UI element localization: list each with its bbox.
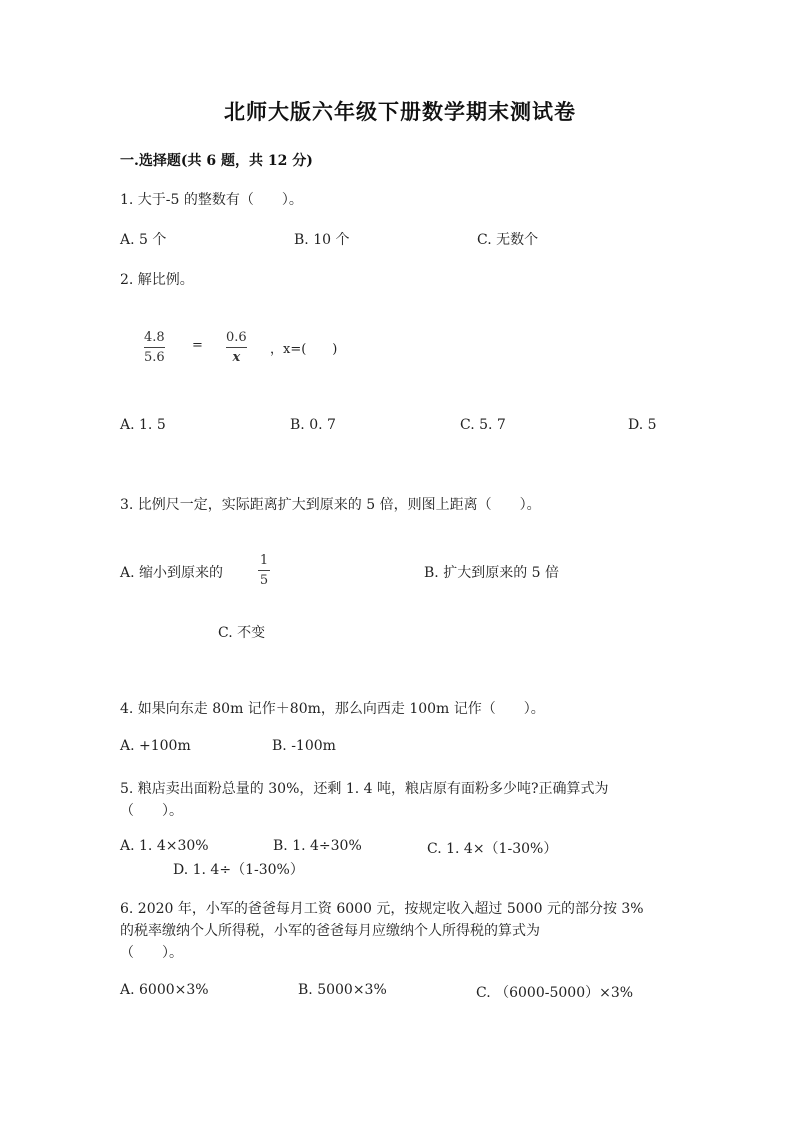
question-5-option-c: C. 1. 4×（1-30%） xyxy=(427,841,558,857)
question-6-option-c: C. （6000-5000）×3% xyxy=(476,985,634,1001)
question-6-option-b: B. 5000×3% xyxy=(298,982,387,998)
page-title: 北师大版六年级下册数学期末测试卷 xyxy=(224,99,576,124)
equals-sign: = xyxy=(192,338,203,353)
question-1-option-a: A. 5 个 xyxy=(120,232,167,248)
fraction-numerator: 4.8 xyxy=(144,330,165,345)
question-1-option-c: C. 无数个 xyxy=(477,232,539,248)
fraction-denominator: 5 xyxy=(259,573,269,588)
question-2-option-d: D. 5 xyxy=(628,417,657,433)
question-2-option-a: A. 1. 5 xyxy=(120,417,166,433)
fraction-4-8-over-5-6 xyxy=(144,330,165,365)
question-3-option-b: B. 扩大到原来的 5 倍 xyxy=(424,565,559,581)
fraction-denominator: x xyxy=(232,350,241,365)
question-5-stem-line-1: 5. 粮店卖出面粉总量的 30%，还剩 1. 4 吨，粮店原有面粉多少吨?正确算式为 xyxy=(120,781,609,797)
fraction-bar xyxy=(226,347,247,348)
question-2-option-b: B. 0. 7 xyxy=(290,417,336,433)
question-4-option-a: A. +100m xyxy=(120,738,191,754)
question-5-option-b: B. 1. 4÷30% xyxy=(273,838,362,854)
question-1-stem: 1. 大于-5 的整数有（ ）。 xyxy=(120,192,303,208)
question-2-option-c: C. 5. 7 xyxy=(460,417,506,433)
fraction-0-6-over-x xyxy=(226,330,247,365)
question-4-stem: 4. 如果向东走 80m 记作＋80m，那么向西走 100m 记作（ ）。 xyxy=(120,701,545,717)
proportion-blank: ，x=( ) xyxy=(270,342,338,357)
question-2-stem: 2. 解比例。 xyxy=(120,272,194,288)
question-3-option-c: C. 不变 xyxy=(218,625,266,641)
fraction-numerator: 1 xyxy=(259,553,269,568)
fraction-denominator: 5.6 xyxy=(144,350,165,365)
question-6-stem-line-3: （ ）。 xyxy=(120,945,183,961)
question-6-stem-line-1: 6. 2020 年，小军的爸爸每月工资 6000 元，按规定收入超过 5000 元的部分按 3% xyxy=(120,901,644,917)
question-5-option-a: A. 1. 4×30% xyxy=(120,838,209,854)
section-heading: 一.选择题(共 6 题，共 12 分) xyxy=(120,153,313,169)
question-3-stem: 3. 比例尺一定，实际距离扩大到原来的 5 倍，则图上距离（ ）。 xyxy=(120,497,541,513)
question-4-option-b: B. -100m xyxy=(272,738,336,754)
fraction-bar xyxy=(258,570,270,571)
fraction-one-fifth xyxy=(258,553,270,588)
question-6-option-a: A. 6000×3% xyxy=(120,982,209,998)
question-1-option-b: B. 10 个 xyxy=(294,232,350,248)
question-5-stem-line-2: （ ）。 xyxy=(120,803,183,819)
fraction-numerator: 0.6 xyxy=(226,330,247,345)
question-6-stem-line-2: 的税率缴纳个人所得税，小军的爸爸每月应缴纳个人所得税的算式为 xyxy=(120,923,540,939)
fraction-bar xyxy=(144,347,165,348)
question-3-option-a: A. 缩小到原来的 xyxy=(120,565,224,581)
question-5-option-d: D. 1. 4÷（1-30%） xyxy=(173,862,304,878)
